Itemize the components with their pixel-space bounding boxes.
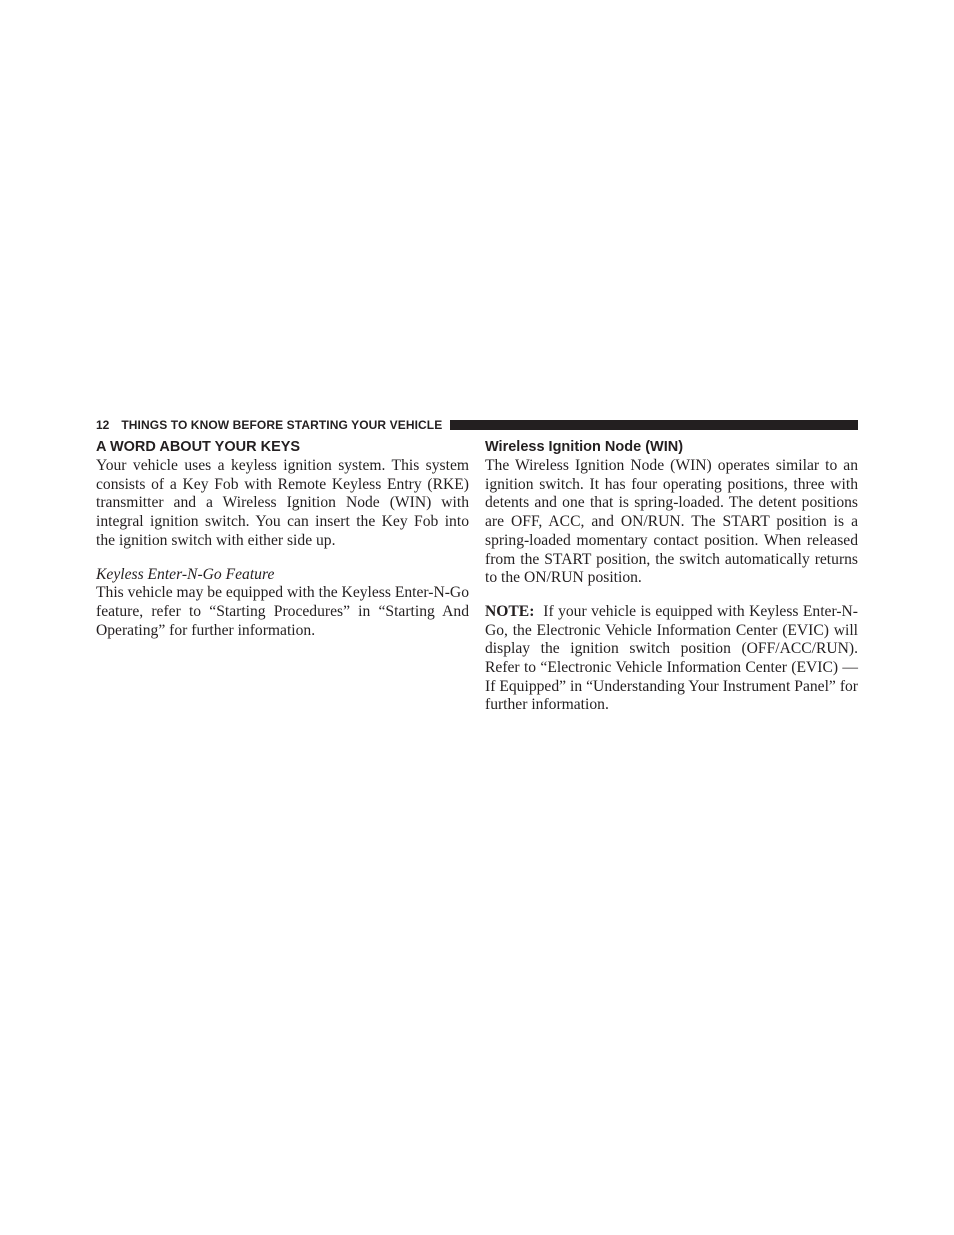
keyless-enter-subheading: Keyless Enter-N-Go Feature: [96, 565, 275, 583]
win-heading: Wireless Ignition Node (WIN): [485, 439, 684, 455]
left-column: [96, 437, 469, 640]
keys-heading: A WORD ABOUT YOUR KEYS: [96, 439, 301, 455]
page-header: [96, 417, 858, 433]
note-label: NOTE:: [485, 602, 535, 620]
note-text: If your vehicle is equipped with Keyless Enter-N-Go, the Electronic Vehicle Information Center (EVIC) will display the ignition switch position (OFF/ACC/RUN). Refer to “Electronic Vehicle Information Center (EVIC) — If Equipped” in “Understanding Your Instrument Panel” for further information.: [485, 602, 858, 714]
page-number: 12: [96, 418, 110, 432]
right-column: [485, 437, 858, 715]
keys-paragraph: Your vehicle uses a keyless ignition system. This system consists of a Key Fob with Remote Keyless Entry (RKE) transmitter and a Wireless Ignition Node (WIN) with integral ignition switch. You can insert the Key Fob into the ignition switch with either side up.: [96, 457, 469, 549]
keyless-enter-paragraph: This vehicle may be equipped with the Keyless Enter-N-Go feature, refer to “Starting Procedures” in “Starting And Operating” for further information.: [96, 584, 469, 639]
section-title: THINGS TO KNOW BEFORE STARTING YOUR VEHICLE: [121, 418, 443, 432]
note-paragraph: [485, 603, 858, 715]
win-paragraph: The Wireless Ignition Node (WIN) operates similar to an ignition switch. It has four operating positions, three with detents and one that is spring-loaded. The detent positions are OFF, ACC, and ON/RUN. The START position is a spring-loaded momentary contact position. When released from the START position, the switch automatically returns to the ON/RUN position.: [485, 457, 858, 587]
header-rule-bar: [450, 420, 858, 430]
